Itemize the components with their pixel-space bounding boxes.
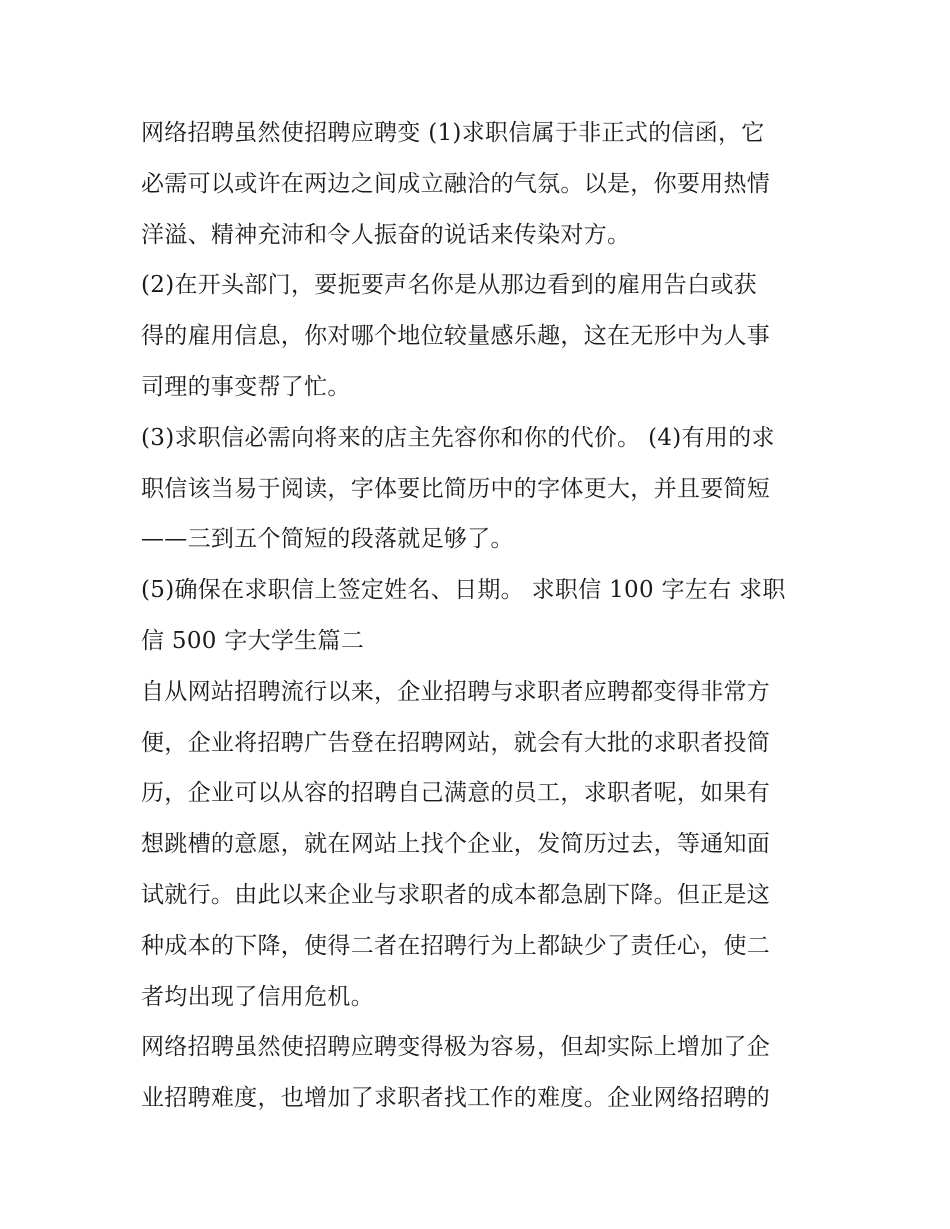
text-line: 得的雇用信息，你对哪个地位较量感乐趣，这在无形中为人事 <box>141 323 771 350</box>
text-line: 司理的事变帮了忙。 <box>141 373 351 400</box>
text-line: 便，企业将招聘广告登在招聘网站，就会有大批的求职者投简 <box>141 729 771 756</box>
text-line: (2)在开头部门，要扼要声名你是从那边看到的雇用告白或获 <box>141 272 757 299</box>
text-line: (5)确保在求职信上签定姓名、日期。 求职信 100 字左右 求职 <box>141 577 786 604</box>
text-line: 业招聘难度，也增加了求职者找工作的难度。企业网络招聘的 <box>141 1085 771 1112</box>
text-line: ——三到五个简短的段落就足够了。 <box>141 526 514 553</box>
text-line: 历，企业可以从容的招聘自己满意的员工，求职者呢，如果有 <box>141 780 771 807</box>
text-line: 职信该当易于阅读，字体要比简历中的字体更大，并且要简短 <box>141 475 771 502</box>
text-line: 者均出现了信用危机。 <box>141 983 374 1010</box>
text-line: 种成本的下降，使得二者在招聘行为上都缺少了责任心，使二 <box>141 932 771 959</box>
text-line: 必需可以或许在两边之间成立融洽的气氛。以是，你要用热情 <box>141 170 771 197</box>
text-line: (3)求职信必需向将来的店主先容你和你的代价。 (4)有用的求 <box>141 424 775 451</box>
text-line: 试就行。由此以来企业与求职者的成本都急剧下降。但正是这 <box>141 881 771 908</box>
text-line: 洋溢、精神充沛和令人振奋的说话来传染对方。 <box>141 221 631 248</box>
text-line: 信 500 字大学生篇二 <box>141 627 365 654</box>
body-text <box>141 108 819 1124</box>
text-line: 自从网站招聘流行以来，企业招聘与求职者应聘都变得非常方 <box>141 678 771 705</box>
text-line: 网络招聘虽然使招聘应聘变得极为容易，但却实际上增加了企 <box>141 1034 771 1061</box>
text-line: 网络招聘虽然使招聘应聘变 (1)求职信属于非正式的信函，它 <box>141 120 765 146</box>
text-line: 想跳槽的意愿，就在网站上找个企业，发简历过去，等通知面 <box>141 831 771 858</box>
